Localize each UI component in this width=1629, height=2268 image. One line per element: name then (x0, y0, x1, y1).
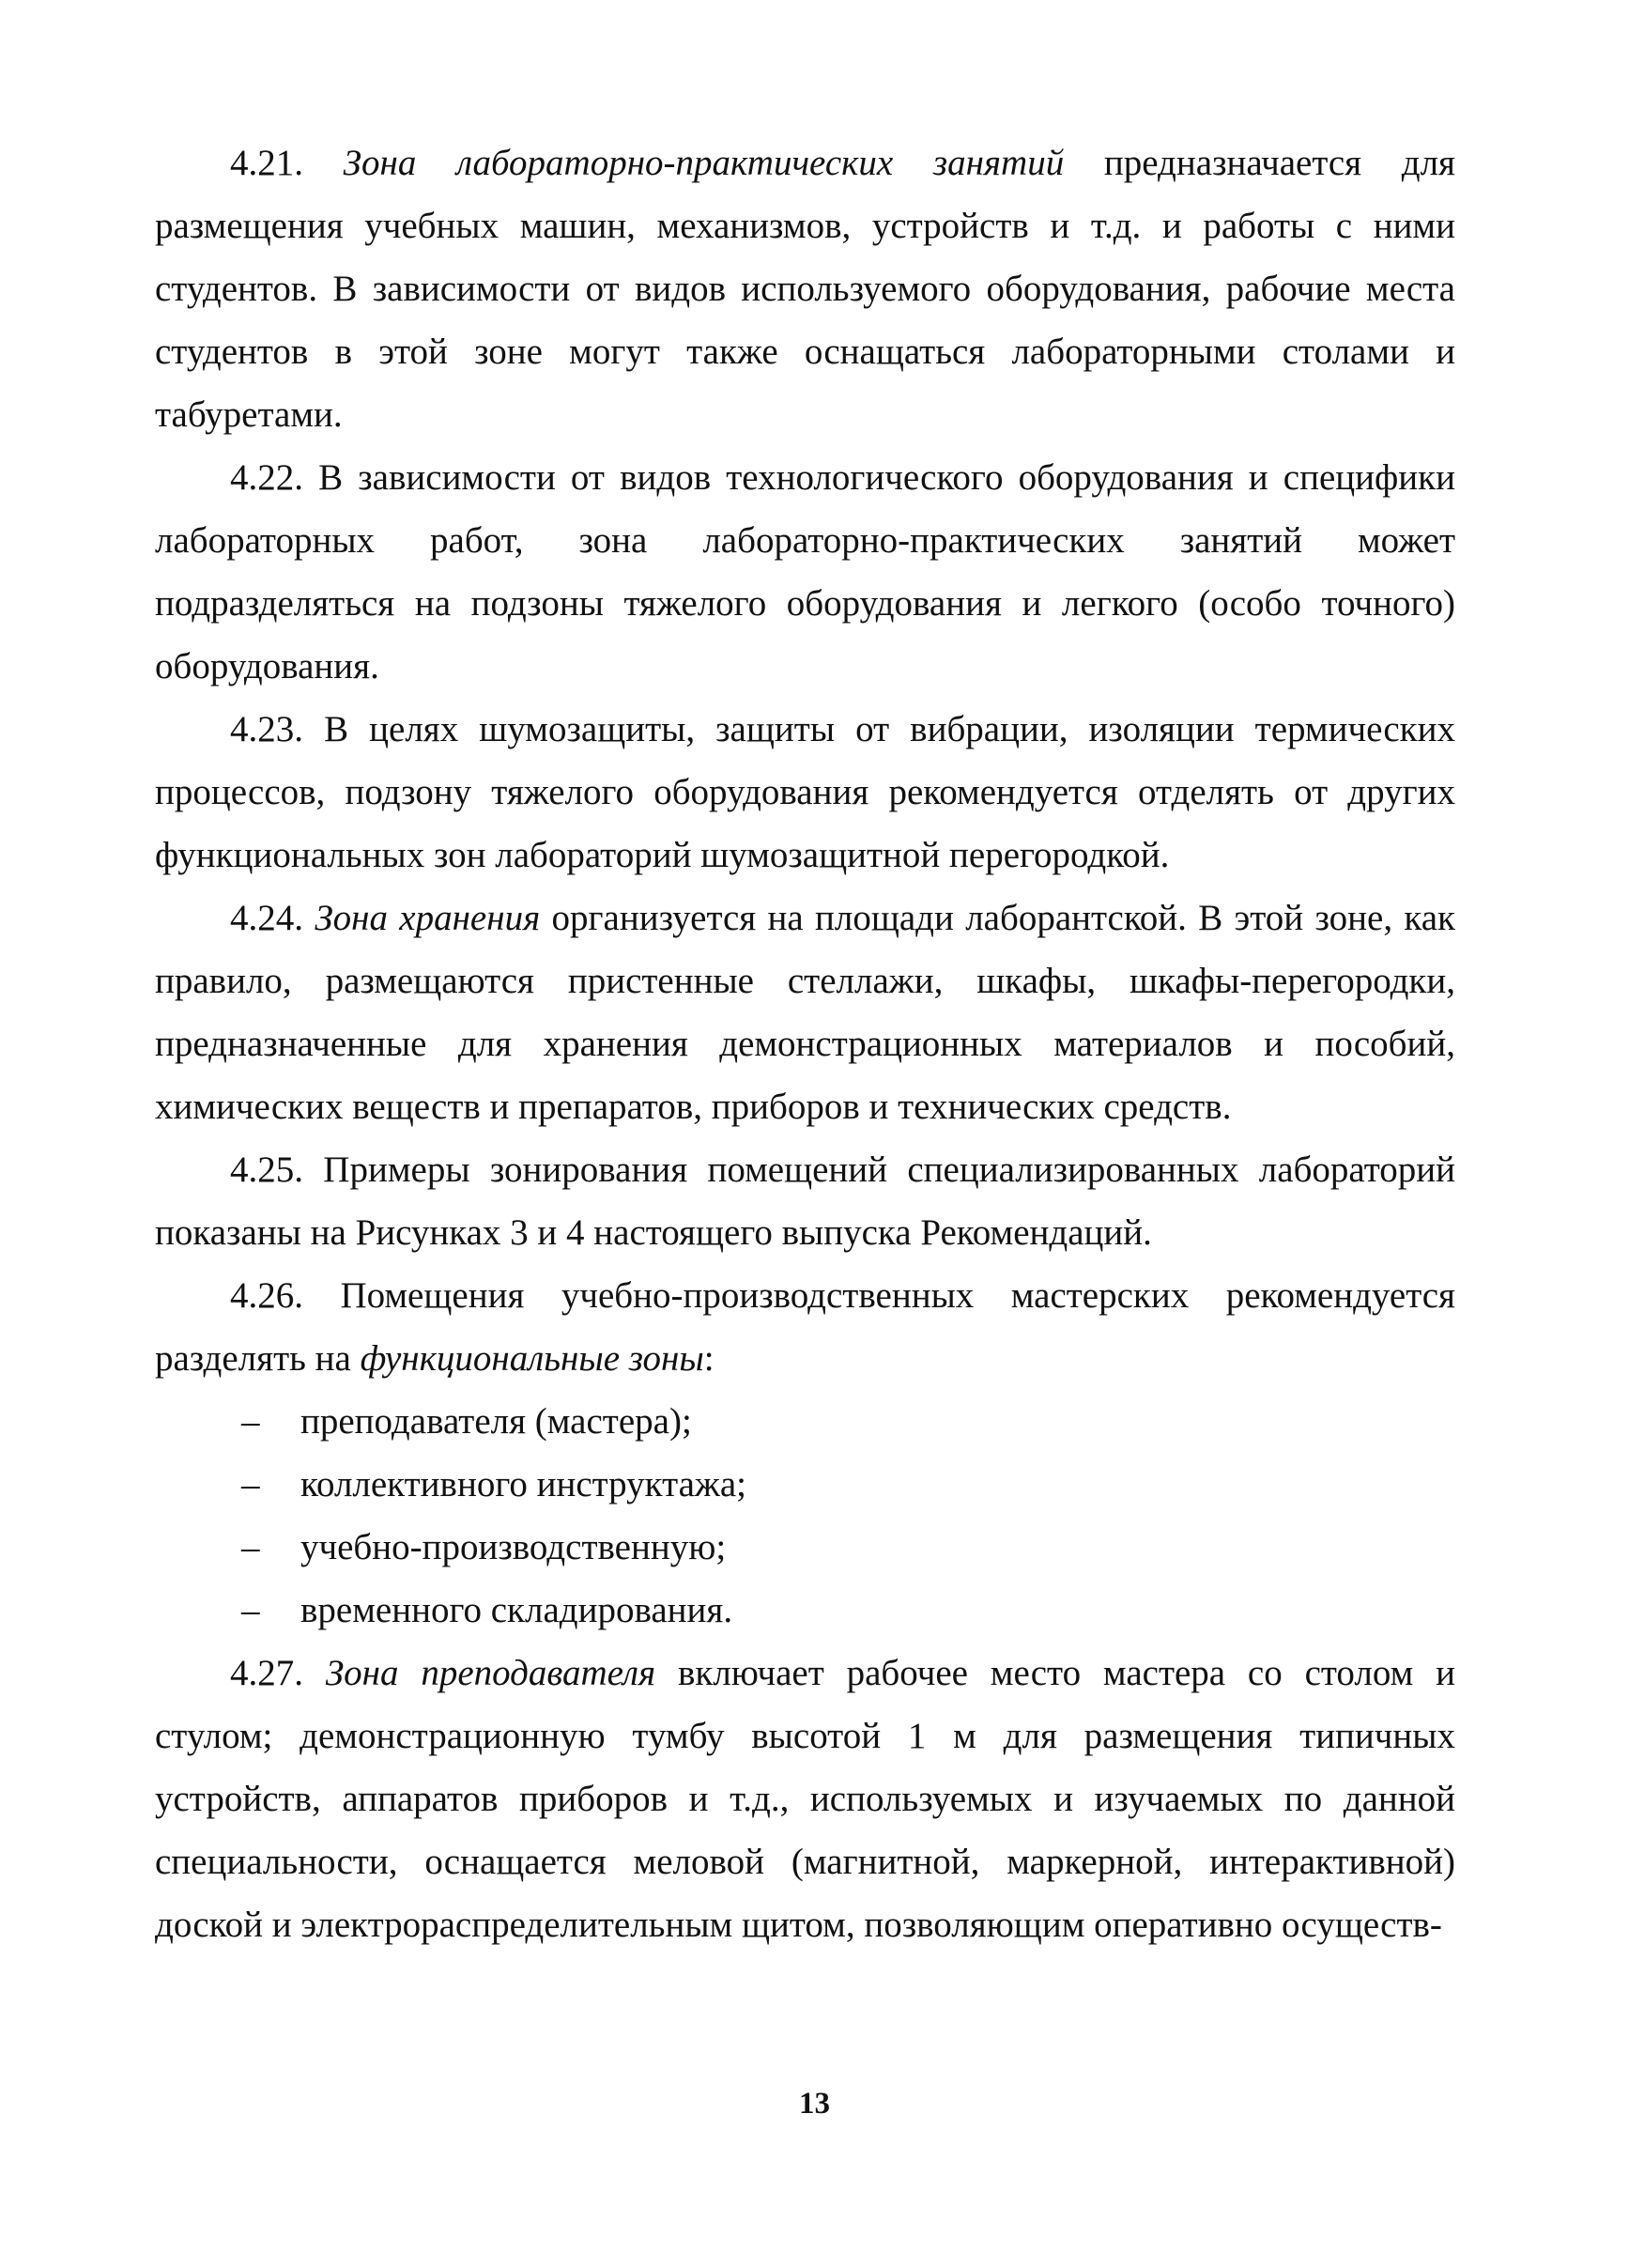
dash-bullet: – (241, 1527, 260, 1567)
page-body (155, 131, 1455, 1956)
paragraph-4-24 (155, 887, 1455, 1138)
paragraph-4-22: 4.22. В зависимости от видов технологического оборудования и специфики лабораторных работ, зона лабораторно-практических занятий может подразделяться на подзоны тяжелого оборудования и легкого (особо точного) оборудования. (155, 457, 1455, 687)
list-item (155, 1453, 1455, 1516)
paragraph-text: предназначается для размещения учебных машин, механизмов, устройств и т.д. и работы с ними студентов. В зависимости от видов используемого оборудования, рабочие места студентов в этой зоне могут также оснащаться лабораторными столами и табуретами. (155, 143, 1455, 435)
list-item (155, 1579, 1455, 1642)
term-functional-zones: функциональные зоны (360, 1338, 704, 1379)
paragraph-tail: : (703, 1338, 715, 1379)
paragraph-4-26 (155, 1264, 1455, 1390)
paragraph-4-27 (155, 1642, 1455, 1956)
term-storage-zone: Зона хранения (315, 898, 541, 938)
list-item-text: учебно-производственную; (300, 1527, 727, 1567)
list-item-text: коллективного инструктажа; (300, 1464, 747, 1504)
list-item-text: временного складирования. (300, 1590, 733, 1630)
list-item (155, 1516, 1455, 1579)
functional-zones-list (155, 1390, 1455, 1642)
term-teacher-zone: Зона преподавателя (325, 1653, 656, 1693)
page-number: 13 (799, 2087, 830, 2121)
list-item-text: преподавателя (мастера); (300, 1401, 692, 1442)
list-item (155, 1390, 1455, 1453)
paragraph-number: 4.24. (230, 898, 303, 938)
paragraph-4-21 (155, 131, 1455, 446)
paragraph-4-25: 4.25. Примеры зонирования помещений специализированных лабораторий показаны на Рисунках 3 и 4 настоящего выпуска Рекомендаций. (155, 1149, 1455, 1253)
term-laboratory-practice-zone: Зона лабораторно-практических занятий (343, 143, 1065, 183)
dash-bullet: – (241, 1464, 260, 1504)
paragraph-4-23: 4.23. В целях шумозащиты, защиты от вибрации, изоляции термических процессов, подзону тяжелого оборудования рекомендуется отделять от других функциональных зон лабораторий шумозащитной перегородкой. (155, 709, 1455, 875)
paragraph-number: 4.27. (230, 1653, 303, 1693)
dash-bullet: – (241, 1590, 260, 1630)
paragraph-number: 4.21. (230, 143, 303, 183)
paragraph-text: включает рабочее место мастера со столом и стулом; демонстрационную тумбу высотой 1 м для размещения типичных устройств, аппаратов приборов и т.д., используемых и изучаемых по данной специальности, оснащается меловой (магнитной, маркерной, интерактивной) доской и электрораспределительным щитом, позволяющим оперативно осуществ- (155, 1653, 1455, 1945)
paragraph-text: организуется на площади лаборантской. В этой зоне, как правило, размещаются пристенные стеллажи, шкафы, шкафы-перегородки, предназначенные для хранения демонстрационных материалов и пособий, химических веществ и препаратов, приборов и технических средств. (155, 898, 1456, 1127)
paragraph-text: 4.26. Помещения учебно-производственных мастерских рекомендуется разделять на (155, 1275, 1455, 1379)
dash-bullet: – (241, 1401, 260, 1442)
